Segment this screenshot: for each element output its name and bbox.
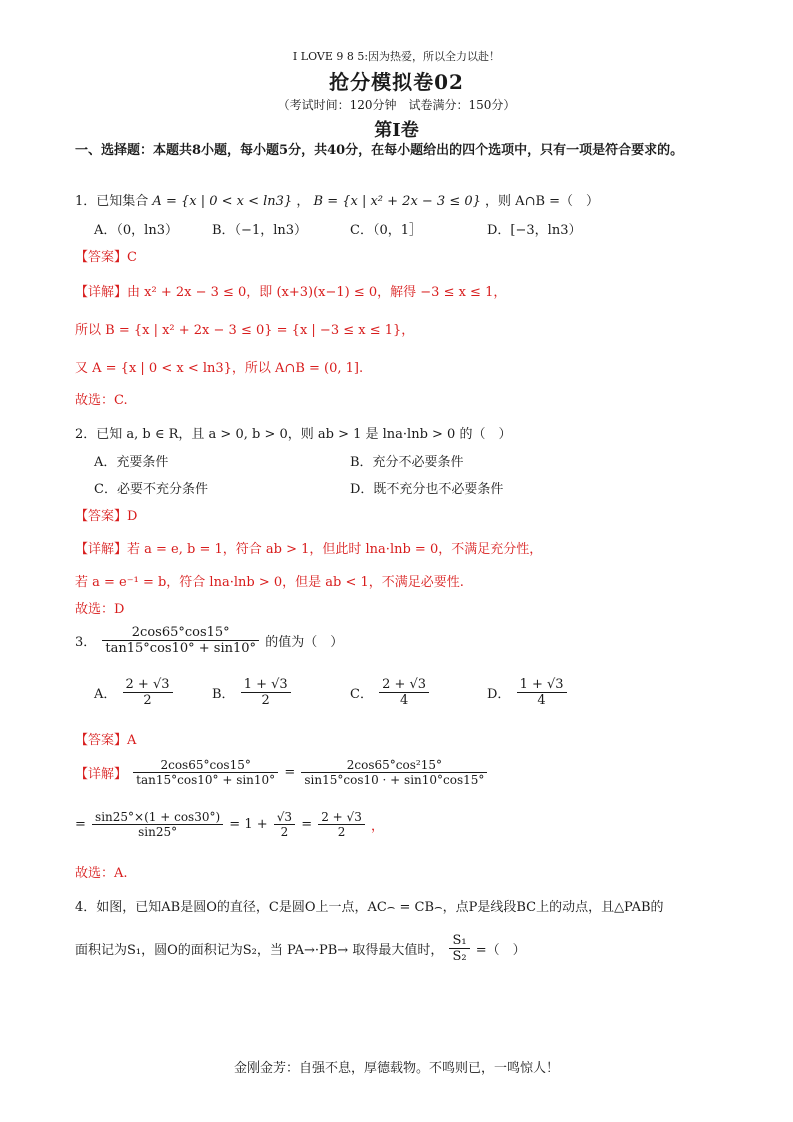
q3-frac-den: tan15°cos10° + sin10° bbox=[105, 641, 257, 656]
q3-detail-f2-den: sin15°cos10 · + sin10°cos15° bbox=[304, 773, 485, 787]
q3-option-a-num: 2 + √3 bbox=[123, 677, 173, 693]
q3-option-d-num: 1 + √3 bbox=[517, 677, 567, 693]
q1-option-b: B．（−1，ln3） bbox=[212, 223, 308, 238]
q1-detail-3: 又 A = {x | 0 < x < ln3}，所以 A∩B = (0, 1]. bbox=[75, 361, 364, 376]
q3-detail-1 bbox=[75, 758, 489, 787]
volume-heading: 第I卷 bbox=[374, 120, 419, 141]
q2-conclusion: 故选：D bbox=[75, 602, 125, 617]
q1-set-a: A = {x | 0 < x < ln3} bbox=[152, 194, 293, 209]
q3-option-b-den: 2 bbox=[261, 693, 270, 708]
q3-option-b bbox=[212, 677, 293, 708]
q3-detail-f1-num: 2cos65°cos15° bbox=[133, 758, 278, 773]
q3-option-b-label: B． bbox=[212, 687, 235, 702]
q3-detail-one-plus: = 1 + bbox=[229, 817, 268, 832]
q3-detail-f1-den: tan15°cos10° + sin10° bbox=[136, 773, 276, 787]
q1-detail-2: 所以 B = {x | x² + 2x − 3 ≤ 0} = {x | −3 ≤ x ≤ 1}， bbox=[75, 323, 415, 338]
q3-frac-num: 2cos65°cos15° bbox=[102, 625, 259, 641]
q3-option-c bbox=[350, 677, 431, 708]
q3-option-c-num: 2 + √3 bbox=[379, 677, 429, 693]
q3-option-a-label: A． bbox=[94, 687, 117, 702]
q4-frac-den: S₂ bbox=[452, 949, 467, 964]
q2-option-a: A．充要条件 bbox=[94, 455, 169, 470]
page-title: 抢分模拟卷02 bbox=[329, 70, 464, 94]
q3-option-d-den: 4 bbox=[537, 693, 546, 708]
q1-set-b: B = {x | x² + 2x − 3 ≤ 0} bbox=[313, 194, 481, 209]
footer-motto: 金刚金芳：自强不息，厚德载物。不鸣则已，一鸣惊人！ bbox=[233, 1061, 559, 1076]
q2-detail-2: 若 a = e⁻¹ = b，符合 lna·lnb > 0，但是 ab < 1，不满足必要性. bbox=[75, 575, 464, 590]
q2-option-c: C．必要不充分条件 bbox=[94, 482, 208, 497]
q1-sep: ， bbox=[296, 194, 310, 209]
q3-option-d-label: D． bbox=[487, 687, 511, 702]
exam-meta: （考试时间：120分钟 试卷满分：150分） bbox=[277, 98, 516, 112]
q1-answer: 【答案】C bbox=[75, 250, 137, 265]
q3-detail-eq: = bbox=[284, 765, 296, 780]
q3-detail-f3-den: sin25° bbox=[138, 825, 178, 839]
q3-option-c-label: C． bbox=[350, 687, 373, 702]
question-1-stem bbox=[75, 190, 599, 209]
q1-detail-1-text: 由 x² + 2x − 3 ≤ 0，即 (x+3)(x−1) ≤ 0，解得 −3 ≤ x ≤ 1， bbox=[127, 285, 507, 300]
section-heading: 一、选择题：本题共8小题，每小题5分，共40分，在每小题给出的四个选项中，只有一项是符合要求的。 bbox=[75, 143, 684, 158]
top-motto: I LOVE 9 8 5:因为热爱，所以全力以赴！ bbox=[292, 50, 501, 63]
q4-line-2-text: 面积记为S₁，圆O的面积记为S₂，当 PA→·PB→ 取得最大值时， bbox=[75, 943, 444, 958]
q3-option-d bbox=[487, 677, 569, 708]
q3-conclusion: 故选：A. bbox=[75, 866, 128, 881]
q3-detail-f5-num: 2 + √3 bbox=[318, 810, 365, 825]
q4-line-2-post: =（ ） bbox=[475, 943, 526, 958]
q3-option-b-num: 1 + √3 bbox=[241, 677, 291, 693]
q3-option-a-den: 2 bbox=[143, 693, 152, 708]
q3-detail-f4-num: √3 bbox=[274, 810, 295, 825]
q2-detail-1-text: 若 a = e, b = 1，符合 ab > 1，但此时 lna·lnb = 0，不满足充分性， bbox=[127, 542, 543, 557]
q3-detail-label: 【详解】 bbox=[75, 767, 128, 782]
q3-detail-2 bbox=[75, 810, 384, 839]
q3-detail-f5-den: 2 bbox=[337, 825, 346, 839]
q4-frac-num: S₁ bbox=[449, 933, 469, 949]
q1-option-a: A．（0，ln3） bbox=[94, 223, 178, 238]
q2-answer: 【答案】D bbox=[75, 509, 138, 524]
q3-stem-post: 的值为（ ） bbox=[265, 635, 344, 650]
q3-detail-f2-num: 2cos65°cos²15° bbox=[301, 758, 487, 773]
q3-num: 3． bbox=[75, 635, 97, 650]
question-4-line-1: 4．如图，已知AB是圆O的直径，C是圆O上一点，AC⌢ = CB⌢，点P是线段BC上的动点，且△PAB的 bbox=[75, 900, 664, 915]
q1-detail-1 bbox=[75, 281, 506, 300]
q3-answer: 【答案】A bbox=[75, 733, 137, 748]
question-3-stem bbox=[75, 625, 343, 656]
q3-option-a bbox=[94, 677, 175, 708]
q3-fraction bbox=[102, 625, 259, 656]
q1-stem-pre: 1．已知集合 bbox=[75, 194, 149, 209]
question-4-line-2 bbox=[75, 933, 526, 964]
q3-option-c-den: 4 bbox=[399, 693, 409, 708]
q1-stem-post: ，则 A∩B =（ ） bbox=[485, 194, 600, 209]
question-2-stem: 2．已知 a, b ∈ R，且 a > 0, b > 0，则 ab > 1 是 lna·lnb > 0 的（ ） bbox=[75, 427, 512, 442]
q3-detail-f3-num: sin25°×(1 + cos30°) bbox=[92, 810, 223, 825]
q1-detail-label: 【详解】 bbox=[75, 285, 128, 300]
q2-detail-label: 【详解】 bbox=[75, 542, 128, 557]
q2-option-b: B．充分不必要条件 bbox=[350, 455, 464, 470]
q3-detail-eq-2: = bbox=[75, 817, 86, 832]
q2-option-d: D．既不充分也不必要条件 bbox=[350, 482, 504, 497]
q3-detail-comma: ， bbox=[370, 819, 384, 834]
q3-detail-f4-den: 2 bbox=[280, 825, 289, 839]
q2-detail-1 bbox=[75, 538, 542, 557]
q1-conclusion: 故选：C. bbox=[75, 393, 128, 408]
q1-option-d: D．[−3，ln3） bbox=[487, 223, 582, 238]
q3-detail-eq-3: = bbox=[301, 817, 313, 832]
q1-option-c: C．（0，1］ bbox=[350, 223, 422, 238]
